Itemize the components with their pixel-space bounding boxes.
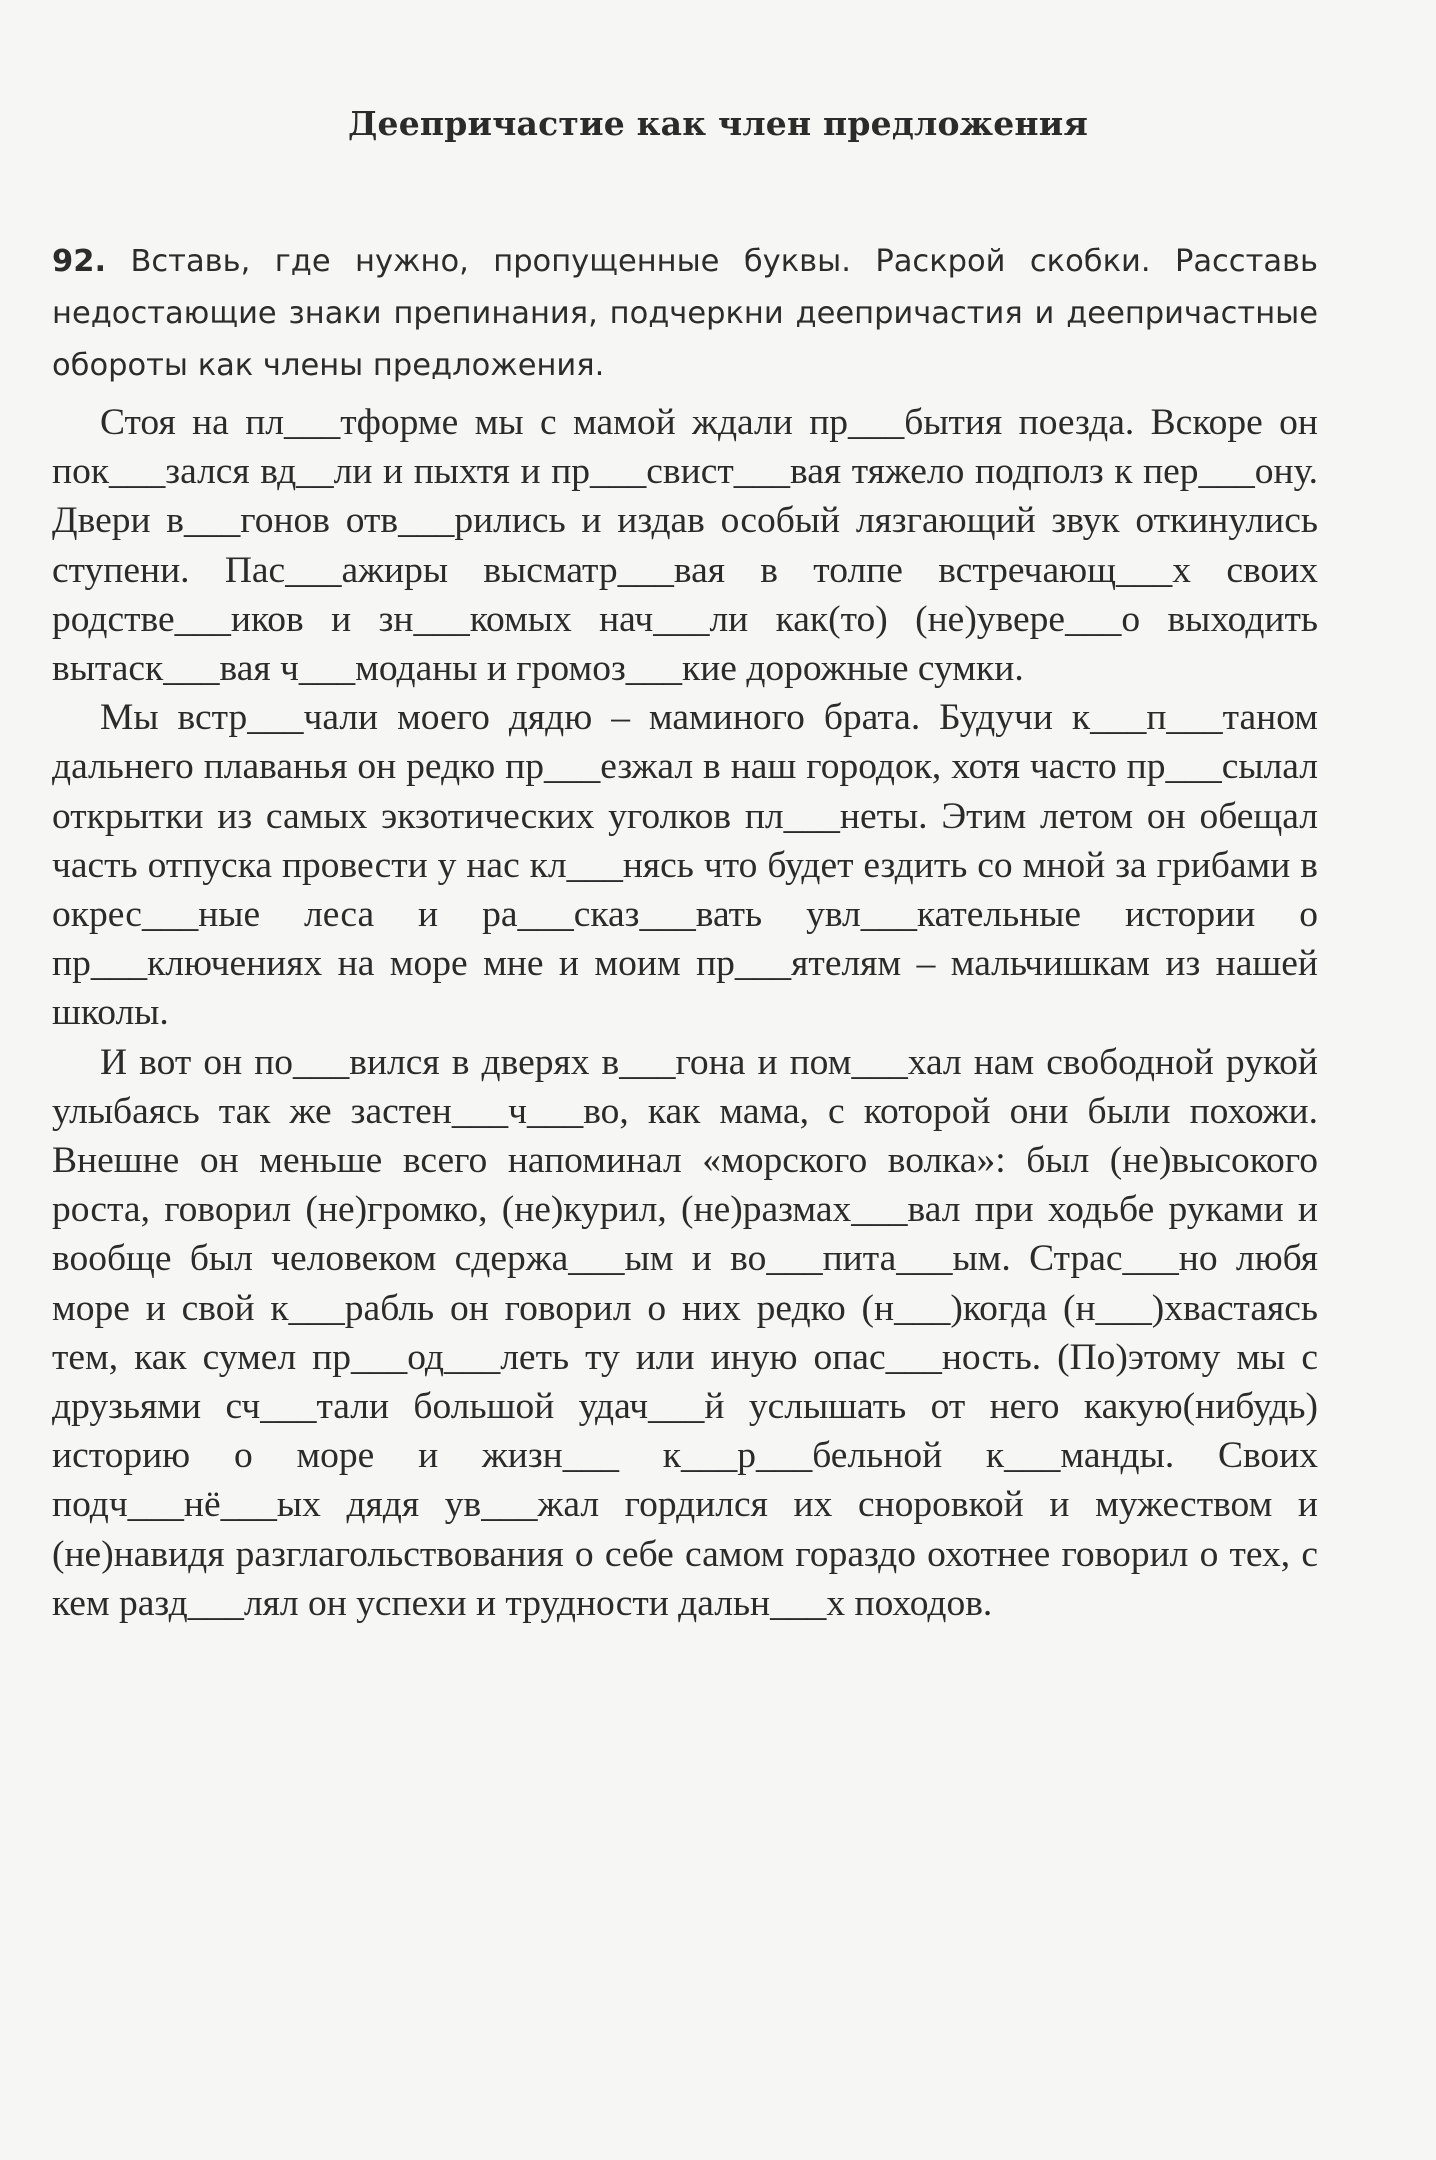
exercise-instruction — [52, 236, 1318, 392]
paragraph: Стоя на пл___тформе мы с мамой ждали пр___бытия поезда. Вскоре он пок___зался вд__ли и пыхтя и пр___свист___вая тяжело подполз к пер___ону. Двери в___гонов отв___рились и издав особый лязгающий звук откинулись ступени. Пас___ажиры высматр___вая в толпе встречающ___х своих родстве___иков и зн___комых нач___ли как(то) (не)увере___о выходить вытаск___вая ч___моданы и громоз___кие дорожные сумки. — [52, 402, 1318, 690]
paragraph: Мы встр___чали моего дядю – маминого брата. Будучи к___п___таном дальнего плаванья он редко пр___езжал в наш городок, хотя часто пр___сылал открытки из самых экзотических уголков пл___неты. Этим летом он обещал часть отпуска провести у нас кл___нясь что будет ездить со мной за грибами в окрес___ные леса и ра___сказ___вать увл___кательные истории о пр___ключениях на море мне и моим пр___ятелям – мальчишкам из нашей школы. — [52, 697, 1318, 1034]
exercise-number: 92. — [52, 244, 107, 279]
exercise-instruction-text: Вставь, где нужно, пропущенные буквы. Раскрой скобки. Расставь недостающие знаки препинания, подчеркни деепричастия и деепричастные обороты как члены предложения. — [52, 244, 1318, 383]
exercise-text — [52, 398, 1318, 1628]
page-title: Деепричастие как член предложения — [347, 104, 1089, 143]
paragraph: И вот он по___вился в дверях в___гона и пом___хал нам свободной рукой улыбаясь так же застен___ч___во, как мама, с которой они были похожи. Внешне он меньше всего напоминал «морского волка»: был (не)высокого роста, говорил (не)громко, (не)курил, (не)размах___вал при ходьбе руками и вообще был человеком сдержа___ым и во___пита___ым. Страс___но любя море и свой к___рабль он говорил о них редко (н___)когда (н___)хвастаясь тем, как сумел пр___од___леть ту или иную опас___ность. (По)этому мы с друзьями сч___тали большой удач___й услышать от него какую(нибудь) историю о море и жизн___ к___р___бельной к___манды. Своих подч___нё___ых дядя ув___жал гордился их сноровкой и мужеством и (не)навидя разглагольствования о себе самом гораздо охотнее говорил о тех, с кем разд___лял он успехи и трудности дальн___х походов. — [52, 1041, 1318, 1624]
